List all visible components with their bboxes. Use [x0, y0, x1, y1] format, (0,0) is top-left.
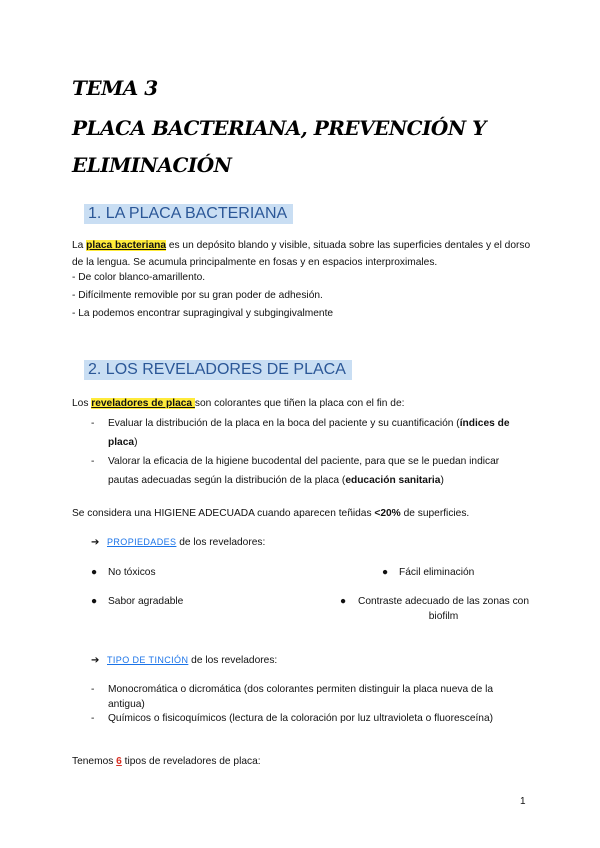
property-item: ● Contraste adecuado de las zonas con biofilm [340, 596, 530, 622]
arrow-right-icon: ➔ [91, 655, 100, 666]
tipo-tincion-link[interactable]: TIPO DE TINCIÓN [107, 655, 189, 665]
placa-point: - Difícilmente removible por su gran poder de adhesión. [72, 290, 323, 301]
tincion-item: - Monocromática o dicromática (dos colorantes permiten distinguir la placa nueva de la antigua) [91, 684, 494, 710]
placa-definition: La placa bacteriana es un depósito blando y visible, situada sobre las superficies dentales y el dorso de la lengua. Se acumula principalmente en fosas y en espacios interproximales. [72, 240, 531, 268]
hygiene-criterion: Se considera una HIGIENE ADECUADA cuando aparecen teñidas <20% de superficies. [72, 508, 470, 519]
title-line-1: TEMA 3 [72, 76, 158, 100]
propiedades-link[interactable]: PROPIEDADES [107, 537, 177, 547]
section-heading-placa: 1. LA PLACA BACTERIANA [84, 204, 293, 224]
tincion-line: ➔ TIPO DE TINCIÓN de los reveladores: [91, 655, 278, 666]
propiedades-line: ➔ PROPIEDADES de los reveladores: [91, 537, 266, 548]
title-line-3: ELIMINACIÓN [72, 153, 232, 177]
placa-point: - La podemos encontrar supragingival y subgingivalmente [72, 308, 334, 319]
tincion-item: - Químicos o fisicoquímicos (lectura de la coloración por luz ultravioleta o fluoresceína) [91, 713, 494, 724]
page-number: 1 [520, 796, 526, 807]
property-item: ● No tóxicos [91, 567, 156, 578]
bullet-icon: ● [91, 596, 98, 607]
section-heading-reveladores: 2. LOS REVELADORES DE PLACA [84, 360, 352, 380]
title-line-2: PLACA BACTERIANA, PREVENCIÓN Y [72, 116, 486, 140]
property-item: ● Sabor agradable [91, 596, 184, 607]
reveladores-purpose-item: - Evaluar la distribución de la placa en la boca del paciente y su cuantificación (índices de placa) [91, 418, 510, 448]
bullet-icon: ● [91, 567, 98, 578]
tipos-reveladores: Tenemos 6 tipos de reveladores de placa: [72, 756, 261, 767]
highlight-placa-bacteriana: placa bacteriana [86, 240, 167, 251]
placa-point: - De color blanco-amarillento. [72, 272, 206, 283]
tipos-count: 6 [116, 756, 122, 767]
property-item: ● Fácil eliminación [382, 567, 475, 578]
reveladores-purpose-item: - Valorar la eficacia de la higiene bucodental del paciente, para que se le puedan indicar pautas adecuadas según la distribución de la placa (educación sanitaria) [91, 456, 500, 486]
bullet-icon: ● [340, 596, 347, 607]
arrow-right-icon: ➔ [91, 537, 100, 548]
bullet-icon: ● [382, 567, 389, 578]
highlight-reveladores: reveladores de placa [91, 398, 195, 409]
reveladores-definition: Los reveladores de placa son colorantes que tiñen la placa con el fin de: [72, 398, 405, 409]
